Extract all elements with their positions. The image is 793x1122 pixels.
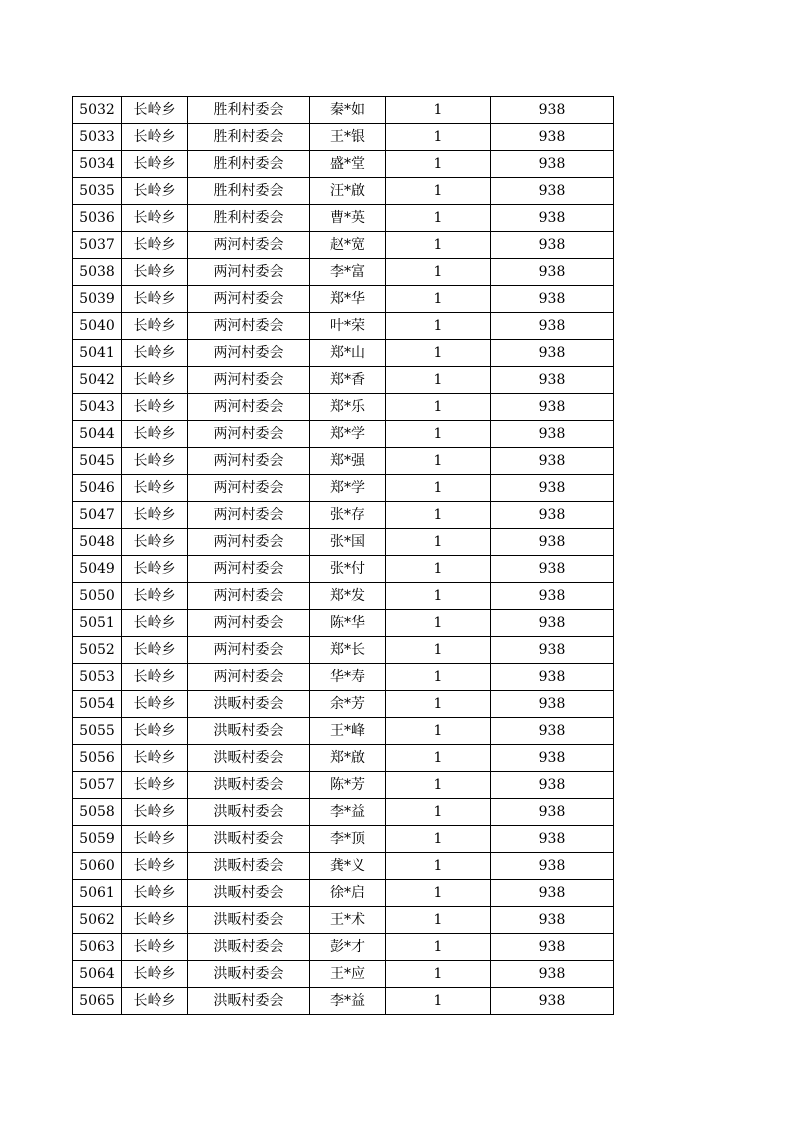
amount-cell: 938 xyxy=(491,97,614,124)
name-cell: 李*益 xyxy=(310,799,386,826)
village-committee-cell: 两河村委会 xyxy=(188,340,310,367)
name-cell: 叶*荣 xyxy=(310,313,386,340)
row-number-cell: 5056 xyxy=(73,745,122,772)
count-cell: 1 xyxy=(386,664,491,691)
name-cell: 秦*如 xyxy=(310,97,386,124)
row-number-cell: 5032 xyxy=(73,97,122,124)
row-number-cell: 5062 xyxy=(73,907,122,934)
count-cell: 1 xyxy=(386,529,491,556)
township-cell: 长岭乡 xyxy=(122,259,188,286)
row-number-cell: 5034 xyxy=(73,151,122,178)
count-cell: 1 xyxy=(386,556,491,583)
table-row xyxy=(73,340,614,367)
township-cell: 长岭乡 xyxy=(122,853,188,880)
table-row xyxy=(73,475,614,502)
amount-cell: 938 xyxy=(491,286,614,313)
row-number-cell: 5048 xyxy=(73,529,122,556)
count-cell: 1 xyxy=(386,340,491,367)
amount-cell: 938 xyxy=(491,718,614,745)
township-cell: 长岭乡 xyxy=(122,907,188,934)
row-number-cell: 5060 xyxy=(73,853,122,880)
village-committee-cell: 洪畈村委会 xyxy=(188,718,310,745)
township-cell: 长岭乡 xyxy=(122,124,188,151)
table-row xyxy=(73,691,614,718)
township-cell: 长岭乡 xyxy=(122,286,188,313)
count-cell: 1 xyxy=(386,988,491,1015)
name-cell: 彭*才 xyxy=(310,934,386,961)
table-row xyxy=(73,394,614,421)
name-cell: 汪*啟 xyxy=(310,178,386,205)
village-committee-cell: 洪畈村委会 xyxy=(188,691,310,718)
amount-cell: 938 xyxy=(491,664,614,691)
count-cell: 1 xyxy=(386,772,491,799)
amount-cell: 938 xyxy=(491,637,614,664)
name-cell: 张*国 xyxy=(310,529,386,556)
name-cell: 张*存 xyxy=(310,502,386,529)
row-number-cell: 5049 xyxy=(73,556,122,583)
amount-cell: 938 xyxy=(491,151,614,178)
amount-cell: 938 xyxy=(491,205,614,232)
township-cell: 长岭乡 xyxy=(122,448,188,475)
township-cell: 长岭乡 xyxy=(122,934,188,961)
amount-cell: 938 xyxy=(491,529,614,556)
count-cell: 1 xyxy=(386,97,491,124)
name-cell: 徐*启 xyxy=(310,880,386,907)
amount-cell: 938 xyxy=(491,448,614,475)
roster-table xyxy=(72,96,614,1015)
village-committee-cell: 洪畈村委会 xyxy=(188,772,310,799)
name-cell: 郑*学 xyxy=(310,475,386,502)
village-committee-cell: 两河村委会 xyxy=(188,286,310,313)
township-cell: 长岭乡 xyxy=(122,880,188,907)
amount-cell: 938 xyxy=(491,502,614,529)
amount-cell: 938 xyxy=(491,232,614,259)
name-cell: 郑*山 xyxy=(310,340,386,367)
village-committee-cell: 两河村委会 xyxy=(188,232,310,259)
amount-cell: 938 xyxy=(491,934,614,961)
count-cell: 1 xyxy=(386,610,491,637)
table-row xyxy=(73,826,614,853)
row-number-cell: 5054 xyxy=(73,691,122,718)
township-cell: 长岭乡 xyxy=(122,799,188,826)
village-committee-cell: 两河村委会 xyxy=(188,583,310,610)
amount-cell: 938 xyxy=(491,421,614,448)
village-committee-cell: 洪畈村委会 xyxy=(188,961,310,988)
name-cell: 陈*华 xyxy=(310,610,386,637)
amount-cell: 938 xyxy=(491,961,614,988)
village-committee-cell: 两河村委会 xyxy=(188,610,310,637)
table-row xyxy=(73,97,614,124)
township-cell: 长岭乡 xyxy=(122,340,188,367)
row-number-cell: 5039 xyxy=(73,286,122,313)
township-cell: 长岭乡 xyxy=(122,718,188,745)
table-row xyxy=(73,610,614,637)
amount-cell: 938 xyxy=(491,745,614,772)
table-row xyxy=(73,718,614,745)
count-cell: 1 xyxy=(386,313,491,340)
township-cell: 长岭乡 xyxy=(122,205,188,232)
township-cell: 长岭乡 xyxy=(122,178,188,205)
township-cell: 长岭乡 xyxy=(122,97,188,124)
count-cell: 1 xyxy=(386,718,491,745)
village-committee-cell: 两河村委会 xyxy=(188,448,310,475)
village-committee-cell: 洪畈村委会 xyxy=(188,934,310,961)
name-cell: 龚*义 xyxy=(310,853,386,880)
name-cell: 郑*长 xyxy=(310,637,386,664)
township-cell: 长岭乡 xyxy=(122,583,188,610)
amount-cell: 938 xyxy=(491,475,614,502)
row-number-cell: 5058 xyxy=(73,799,122,826)
township-cell: 长岭乡 xyxy=(122,691,188,718)
village-committee-cell: 两河村委会 xyxy=(188,313,310,340)
table-row xyxy=(73,556,614,583)
name-cell: 李*富 xyxy=(310,259,386,286)
row-number-cell: 5046 xyxy=(73,475,122,502)
township-cell: 长岭乡 xyxy=(122,637,188,664)
count-cell: 1 xyxy=(386,691,491,718)
table-row xyxy=(73,664,614,691)
table-row xyxy=(73,313,614,340)
village-committee-cell: 洪畈村委会 xyxy=(188,745,310,772)
row-number-cell: 5063 xyxy=(73,934,122,961)
name-cell: 郑*发 xyxy=(310,583,386,610)
table-row xyxy=(73,151,614,178)
amount-cell: 938 xyxy=(491,178,614,205)
table-row xyxy=(73,583,614,610)
count-cell: 1 xyxy=(386,880,491,907)
name-cell: 余*芳 xyxy=(310,691,386,718)
count-cell: 1 xyxy=(386,124,491,151)
amount-cell: 938 xyxy=(491,583,614,610)
table-row xyxy=(73,286,614,313)
count-cell: 1 xyxy=(386,421,491,448)
count-cell: 1 xyxy=(386,961,491,988)
township-cell: 长岭乡 xyxy=(122,421,188,448)
row-number-cell: 5055 xyxy=(73,718,122,745)
amount-cell: 938 xyxy=(491,313,614,340)
name-cell: 李*益 xyxy=(310,988,386,1015)
amount-cell: 938 xyxy=(491,880,614,907)
roster-table-body xyxy=(73,97,614,1015)
township-cell: 长岭乡 xyxy=(122,367,188,394)
table-row xyxy=(73,934,614,961)
township-cell: 长岭乡 xyxy=(122,826,188,853)
amount-cell: 938 xyxy=(491,259,614,286)
table-row xyxy=(73,205,614,232)
row-number-cell: 5064 xyxy=(73,961,122,988)
village-committee-cell: 两河村委会 xyxy=(188,259,310,286)
table-row xyxy=(73,259,614,286)
row-number-cell: 5033 xyxy=(73,124,122,151)
amount-cell: 938 xyxy=(491,340,614,367)
table-row xyxy=(73,961,614,988)
village-committee-cell: 洪畈村委会 xyxy=(188,988,310,1015)
row-number-cell: 5050 xyxy=(73,583,122,610)
amount-cell: 938 xyxy=(491,907,614,934)
village-committee-cell: 洪畈村委会 xyxy=(188,853,310,880)
row-number-cell: 5044 xyxy=(73,421,122,448)
township-cell: 长岭乡 xyxy=(122,502,188,529)
row-number-cell: 5061 xyxy=(73,880,122,907)
row-number-cell: 5052 xyxy=(73,637,122,664)
name-cell: 郑*华 xyxy=(310,286,386,313)
village-committee-cell: 两河村委会 xyxy=(188,421,310,448)
table-row xyxy=(73,502,614,529)
amount-cell: 938 xyxy=(491,853,614,880)
village-committee-cell: 两河村委会 xyxy=(188,556,310,583)
table-row xyxy=(73,421,614,448)
count-cell: 1 xyxy=(386,583,491,610)
count-cell: 1 xyxy=(386,286,491,313)
row-number-cell: 5057 xyxy=(73,772,122,799)
count-cell: 1 xyxy=(386,799,491,826)
village-committee-cell: 两河村委会 xyxy=(188,475,310,502)
name-cell: 王*峰 xyxy=(310,718,386,745)
count-cell: 1 xyxy=(386,367,491,394)
count-cell: 1 xyxy=(386,907,491,934)
village-committee-cell: 洪畈村委会 xyxy=(188,799,310,826)
amount-cell: 938 xyxy=(491,826,614,853)
amount-cell: 938 xyxy=(491,799,614,826)
table-row xyxy=(73,232,614,259)
village-committee-cell: 胜利村委会 xyxy=(188,97,310,124)
row-number-cell: 5059 xyxy=(73,826,122,853)
township-cell: 长岭乡 xyxy=(122,475,188,502)
name-cell: 陈*芳 xyxy=(310,772,386,799)
township-cell: 长岭乡 xyxy=(122,394,188,421)
village-committee-cell: 两河村委会 xyxy=(188,664,310,691)
township-cell: 长岭乡 xyxy=(122,772,188,799)
village-committee-cell: 洪畈村委会 xyxy=(188,880,310,907)
name-cell: 张*付 xyxy=(310,556,386,583)
name-cell: 郑*乐 xyxy=(310,394,386,421)
row-number-cell: 5065 xyxy=(73,988,122,1015)
name-cell: 郑*啟 xyxy=(310,745,386,772)
count-cell: 1 xyxy=(386,205,491,232)
row-number-cell: 5043 xyxy=(73,394,122,421)
row-number-cell: 5038 xyxy=(73,259,122,286)
village-committee-cell: 两河村委会 xyxy=(188,367,310,394)
count-cell: 1 xyxy=(386,259,491,286)
township-cell: 长岭乡 xyxy=(122,961,188,988)
amount-cell: 938 xyxy=(491,691,614,718)
name-cell: 王*银 xyxy=(310,124,386,151)
table-row xyxy=(73,907,614,934)
table-row xyxy=(73,367,614,394)
table-row xyxy=(73,637,614,664)
name-cell: 赵*宽 xyxy=(310,232,386,259)
row-number-cell: 5035 xyxy=(73,178,122,205)
count-cell: 1 xyxy=(386,745,491,772)
village-committee-cell: 胜利村委会 xyxy=(188,178,310,205)
name-cell: 郑*强 xyxy=(310,448,386,475)
amount-cell: 938 xyxy=(491,556,614,583)
village-committee-cell: 两河村委会 xyxy=(188,502,310,529)
township-cell: 长岭乡 xyxy=(122,151,188,178)
count-cell: 1 xyxy=(386,394,491,421)
name-cell: 郑*学 xyxy=(310,421,386,448)
village-committee-cell: 洪畈村委会 xyxy=(188,826,310,853)
count-cell: 1 xyxy=(386,232,491,259)
name-cell: 郑*香 xyxy=(310,367,386,394)
count-cell: 1 xyxy=(386,178,491,205)
table-row xyxy=(73,799,614,826)
township-cell: 长岭乡 xyxy=(122,529,188,556)
count-cell: 1 xyxy=(386,151,491,178)
table-row xyxy=(73,124,614,151)
row-number-cell: 5051 xyxy=(73,610,122,637)
township-cell: 长岭乡 xyxy=(122,988,188,1015)
amount-cell: 938 xyxy=(491,394,614,421)
row-number-cell: 5037 xyxy=(73,232,122,259)
township-cell: 长岭乡 xyxy=(122,313,188,340)
table-row xyxy=(73,880,614,907)
row-number-cell: 5042 xyxy=(73,367,122,394)
village-committee-cell: 胜利村委会 xyxy=(188,124,310,151)
amount-cell: 938 xyxy=(491,124,614,151)
row-number-cell: 5040 xyxy=(73,313,122,340)
village-committee-cell: 两河村委会 xyxy=(188,529,310,556)
township-cell: 长岭乡 xyxy=(122,664,188,691)
table-row xyxy=(73,772,614,799)
count-cell: 1 xyxy=(386,934,491,961)
village-committee-cell: 洪畈村委会 xyxy=(188,907,310,934)
count-cell: 1 xyxy=(386,826,491,853)
village-committee-cell: 两河村委会 xyxy=(188,637,310,664)
name-cell: 王*术 xyxy=(310,907,386,934)
table-row xyxy=(73,178,614,205)
count-cell: 1 xyxy=(386,502,491,529)
count-cell: 1 xyxy=(386,853,491,880)
amount-cell: 938 xyxy=(491,367,614,394)
township-cell: 长岭乡 xyxy=(122,232,188,259)
name-cell: 王*应 xyxy=(310,961,386,988)
name-cell: 曹*英 xyxy=(310,205,386,232)
village-committee-cell: 两河村委会 xyxy=(188,394,310,421)
village-committee-cell: 胜利村委会 xyxy=(188,205,310,232)
amount-cell: 938 xyxy=(491,610,614,637)
name-cell: 华*寿 xyxy=(310,664,386,691)
row-number-cell: 5041 xyxy=(73,340,122,367)
count-cell: 1 xyxy=(386,448,491,475)
row-number-cell: 5053 xyxy=(73,664,122,691)
row-number-cell: 5045 xyxy=(73,448,122,475)
row-number-cell: 5047 xyxy=(73,502,122,529)
table-row xyxy=(73,745,614,772)
table-row xyxy=(73,853,614,880)
village-committee-cell: 胜利村委会 xyxy=(188,151,310,178)
township-cell: 长岭乡 xyxy=(122,745,188,772)
amount-cell: 938 xyxy=(491,988,614,1015)
count-cell: 1 xyxy=(386,637,491,664)
amount-cell: 938 xyxy=(491,772,614,799)
count-cell: 1 xyxy=(386,475,491,502)
table-row xyxy=(73,529,614,556)
table-row xyxy=(73,448,614,475)
township-cell: 长岭乡 xyxy=(122,610,188,637)
row-number-cell: 5036 xyxy=(73,205,122,232)
name-cell: 盛*堂 xyxy=(310,151,386,178)
table-row xyxy=(73,988,614,1015)
township-cell: 长岭乡 xyxy=(122,556,188,583)
name-cell: 李*顶 xyxy=(310,826,386,853)
